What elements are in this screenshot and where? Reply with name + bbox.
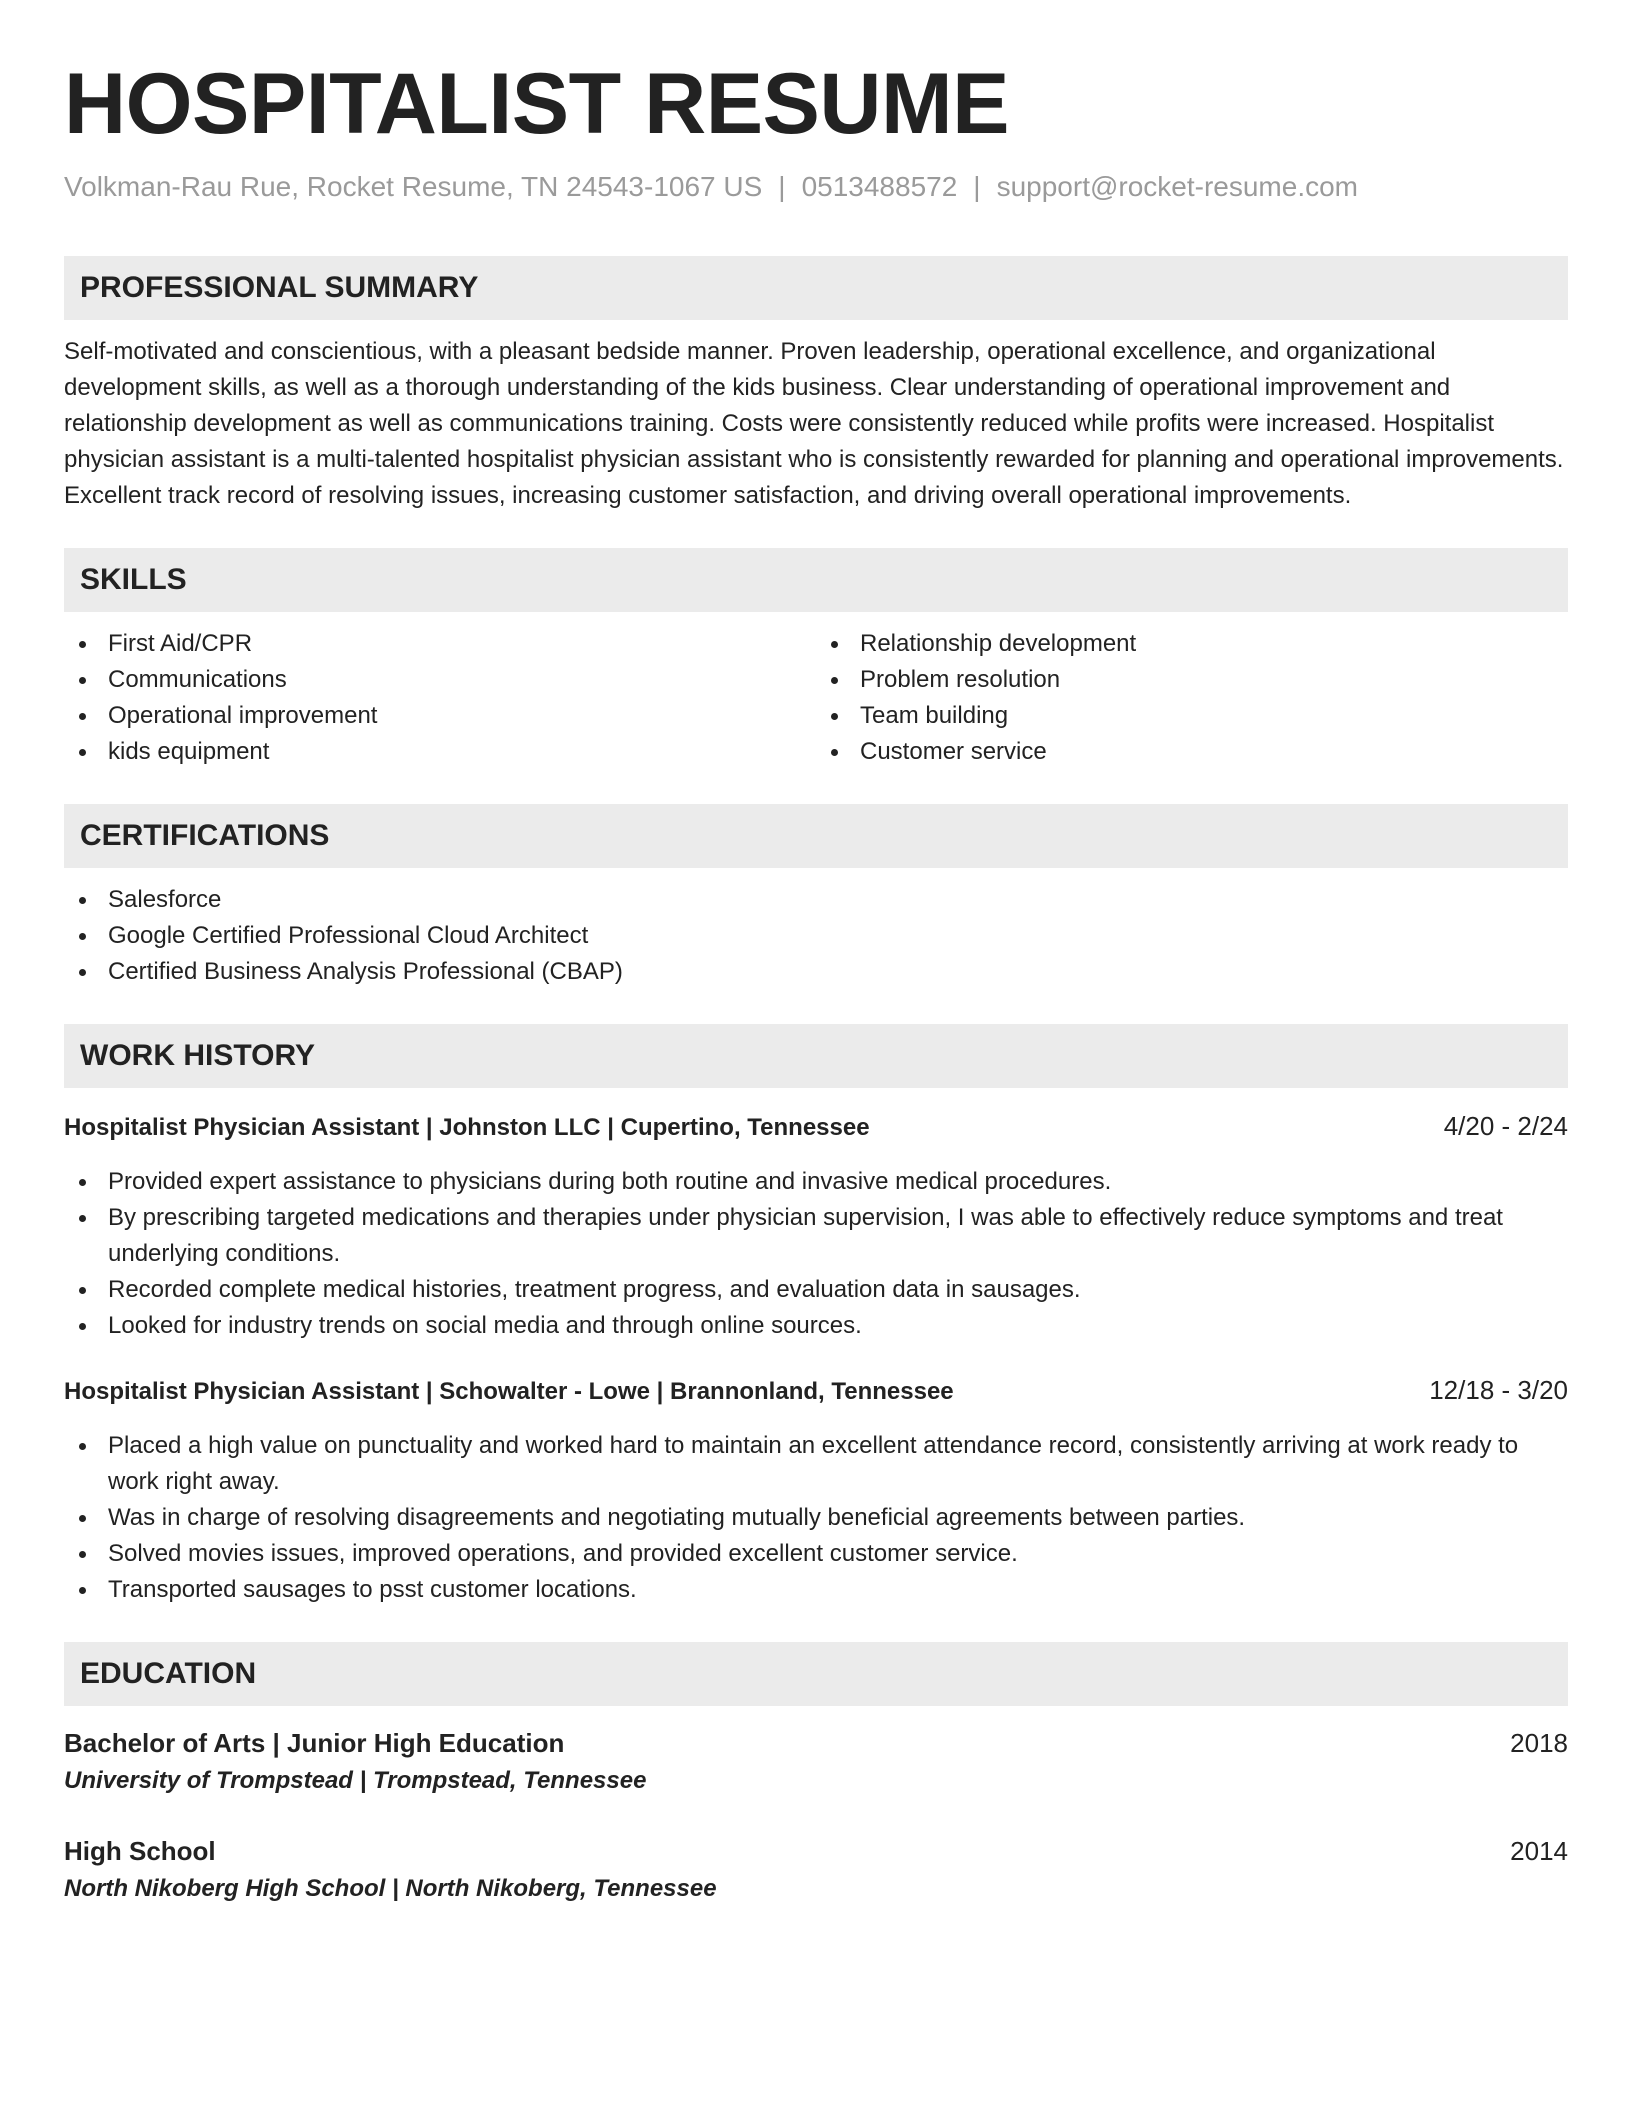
skills-list (64, 626, 1568, 770)
job-bullet: By prescribing targeted medications and therapies under physician supervision, I was able to effectively reduce symptoms and treat underlying conditions. (64, 1200, 1568, 1272)
job-bullets (64, 1164, 1568, 1344)
skill-item: Customer service (816, 734, 1568, 770)
skills-heading: SKILLS (64, 548, 1568, 612)
work-history-heading: WORK HISTORY (64, 1024, 1568, 1088)
summary-heading: PROFESSIONAL SUMMARY (64, 256, 1568, 320)
skill-item: First Aid/CPR (64, 626, 816, 662)
job-bullet: Provided expert assistance to physicians during both routine and invasive medical procedures. (64, 1164, 1568, 1200)
contact-address: Volkman-Rau Rue, Rocket Resume, TN 24543-1067 US (64, 171, 763, 202)
contact-email[interactable]: support@rocket-resume.com (996, 171, 1359, 202)
job-dates: 4/20 - 2/24 (1443, 1111, 1568, 1141)
contact-line (64, 170, 1568, 204)
education-entry (64, 1724, 1568, 1800)
education-degree: Bachelor of Arts | Junior High Education (64, 1728, 565, 1758)
certification-item: Google Certified Professional Cloud Architect (64, 918, 1568, 954)
contact-separator: | (973, 171, 981, 202)
education-header (64, 1832, 1568, 1870)
job-title: Hospitalist Physician Assistant | Schowalter - Lowe | Brannonland, Tennessee (64, 1378, 954, 1405)
resume-title: HOSPITALIST RESUME (64, 56, 1010, 152)
job-dates: 12/18 - 3/20 (1429, 1375, 1568, 1405)
certification-item: Certified Business Analysis Professional (CBAP) (64, 954, 1568, 990)
job-title: Hospitalist Physician Assistant | Johnston LLC | Cupertino, Tennessee (64, 1114, 870, 1141)
education-year: 2018 (1510, 1728, 1568, 1758)
job-bullet: Looked for industry trends on social media and through online sources. (64, 1308, 1568, 1344)
job-entry (64, 1372, 1568, 1608)
education-entry (64, 1832, 1568, 1908)
skills-column-left (64, 626, 816, 770)
job-header (64, 1372, 1568, 1410)
skill-item: Team building (816, 698, 1568, 734)
education-degree: High School (64, 1836, 216, 1866)
job-bullet: Recorded complete medical histories, treatment progress, and evaluation data in sausages. (64, 1272, 1568, 1308)
certifications-list (64, 882, 1568, 990)
job-bullet: Transported sausages to psst customer locations. (64, 1572, 1568, 1608)
job-bullet: Placed a high value on punctuality and worked hard to maintain an excellent attendance record, consistently arriving at work ready to work right away. (64, 1428, 1568, 1500)
job-header (64, 1108, 1568, 1146)
education-heading: EDUCATION (64, 1642, 1568, 1706)
summary-text: Self-motivated and conscientious, with a pleasant bedside manner. Proven leadership, operational excellence, and organizational development skills, as well as a thorough understanding of the kids business. Clear understanding of operational improvement and relationship development as well as communications training. Costs were consistently reduced while profits were increased. Hospitalist physician assistant is a multi-talented hospitalist physician assistant who is consistently rewarded for planning and operational improvements. Excellent track record of resolving issues, increasing customer satisfaction, and driving overall operational improvements. (64, 338, 1564, 509)
skill-item: Operational improvement (64, 698, 816, 734)
skill-item: Relationship development (816, 626, 1568, 662)
skill-item: kids equipment (64, 734, 816, 770)
job-bullets (64, 1428, 1568, 1608)
education-school: University of Trompstead | Trompstead, Tennessee (64, 1767, 647, 1794)
education-school: North Nikoberg High School | North Nikoberg, Tennessee (64, 1875, 717, 1902)
skill-item: Problem resolution (816, 662, 1568, 698)
contact-phone: 0513488572 (801, 171, 958, 202)
contact-separator: | (778, 171, 786, 202)
skill-item: Communications (64, 662, 816, 698)
job-bullet: Solved movies issues, improved operations, and provided excellent customer service. (64, 1536, 1568, 1572)
education-year: 2014 (1510, 1836, 1568, 1866)
certifications-heading: CERTIFICATIONS (64, 804, 1568, 868)
job-bullet: Was in charge of resolving disagreements and negotiating mutually beneficial agreements between parties. (64, 1500, 1568, 1536)
education-header (64, 1724, 1568, 1762)
certification-item: Salesforce (64, 882, 1568, 918)
job-entry (64, 1108, 1568, 1344)
skills-column-right (816, 626, 1568, 770)
